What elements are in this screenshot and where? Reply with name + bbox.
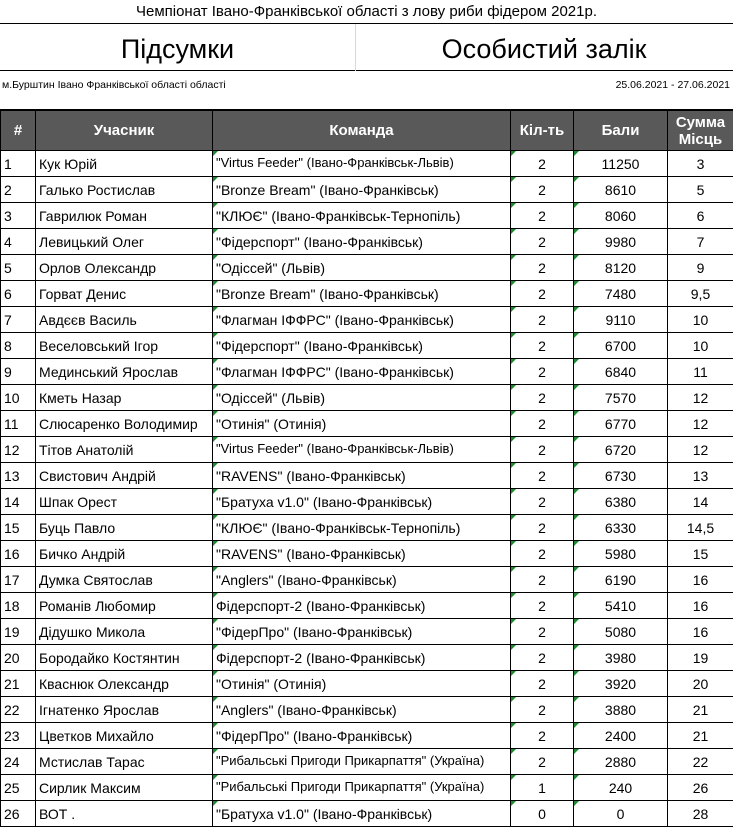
team-cell[interactable]: "Братуха v1.0" (Івано-Франківськ) [213,489,511,515]
row-number-cell[interactable]: 25 [1,775,36,801]
team-cell[interactable]: "Отинія" (Отинія) [213,671,511,697]
count-cell[interactable]: 2 [511,411,574,437]
team-cell[interactable]: Фідерспорт-2 (Івано-Франківськ) [213,593,511,619]
cell-marker-icon [213,671,218,676]
team-cell[interactable]: Фідерспорт-2 (Івано-Франківськ) [213,645,511,671]
participant-cell[interactable]: Шпак Орест [36,489,213,515]
sum-places-cell[interactable]: 12 [668,437,733,463]
team-cell[interactable]: "RAVENS" (Івано-Франківськ) [213,463,511,489]
row-number-cell[interactable]: 13 [1,463,36,489]
sum-places-cell[interactable]: 9 [668,255,733,281]
cell-marker-icon [574,411,579,416]
points-cell[interactable]: 6380 [574,489,668,515]
cell-marker-icon [213,151,218,156]
cell-marker-icon [213,333,218,338]
sum-places-cell[interactable]: 9,5 [668,281,733,307]
points-cell[interactable]: 8060 [574,203,668,229]
table-row [1,463,733,489]
count-cell[interactable]: 2 [511,671,574,697]
cell-marker-icon [511,645,516,650]
cell-marker-icon [511,307,516,312]
cell-marker-icon [213,307,218,312]
points-cell[interactable]: 2880 [574,749,668,775]
count-cell[interactable]: 2 [511,541,574,567]
count-cell[interactable]: 2 [511,749,574,775]
team-cell[interactable]: "Anglers" (Івано-Франківськ) [213,697,511,723]
sum-places-cell[interactable]: 10 [668,307,733,333]
team-cell[interactable]: "Фідерспорт" (Івано-Франківськ) [213,229,511,255]
row-number-cell[interactable]: 6 [1,281,36,307]
section-title-summary: Підсумки [0,24,355,70]
sum-places-cell[interactable]: 7 [668,229,733,255]
row-number-cell[interactable]: 16 [1,541,36,567]
cell-marker-icon [511,385,516,390]
cell-marker-icon [511,697,516,702]
cell-marker-icon [574,515,579,520]
cell-marker-icon [511,567,516,572]
count-cell[interactable]: 2 [511,567,574,593]
table-row [1,645,733,671]
count-cell[interactable]: 2 [511,437,574,463]
count-cell[interactable]: 2 [511,307,574,333]
cell-marker-icon [511,411,516,416]
points-cell[interactable]: 3880 [574,697,668,723]
cell-marker-icon [511,177,516,182]
subtitle-divider [355,24,356,71]
count-cell[interactable]: 2 [511,281,574,307]
row-number-cell[interactable]: 23 [1,723,36,749]
cell-marker-icon [574,333,579,338]
participant-cell[interactable]: Думка Святослав [36,567,213,593]
sum-places-cell[interactable]: 15 [668,541,733,567]
participant-cell[interactable]: Авдєєв Василь [36,307,213,333]
points-cell[interactable]: 5980 [574,541,668,567]
sum-places-cell[interactable]: 12 [668,385,733,411]
cell-marker-icon [511,437,516,442]
sum-places-cell[interactable]: 3 [668,151,733,177]
count-cell[interactable]: 2 [511,359,574,385]
cell-marker-icon [574,567,579,572]
count-cell[interactable]: 2 [511,229,574,255]
row-number-cell[interactable]: 11 [1,411,36,437]
cell-marker-icon [511,281,516,286]
points-cell[interactable]: 6190 [574,567,668,593]
row-number-cell[interactable]: 21 [1,671,36,697]
cell-marker-icon [574,229,579,234]
row-number-cell[interactable]: 19 [1,619,36,645]
points-cell[interactable]: 6720 [574,437,668,463]
table-row [1,541,733,567]
row-number-cell[interactable]: 15 [1,515,36,541]
table-header-row [1,111,733,151]
participant-cell[interactable]: Сирлик Максим [36,775,213,801]
cell-marker-icon [213,281,218,286]
cell-marker-icon [574,619,579,624]
cell-marker-icon [213,255,218,260]
table-row [1,697,733,723]
cell-marker-icon [213,775,218,780]
team-cell[interactable]: "Одіссей" (Львів) [213,255,511,281]
cell-marker-icon [511,359,516,364]
cell-marker-icon [511,541,516,546]
table-row [1,255,733,281]
table-row [1,567,733,593]
row-number-cell[interactable]: 10 [1,385,36,411]
cell-marker-icon [574,489,579,494]
count-cell[interactable]: 0 [511,801,574,827]
count-cell[interactable]: 2 [511,697,574,723]
sum-places-cell[interactable]: 28 [668,801,733,827]
team-cell[interactable]: "ФідерПро" (Івано-Франківськ) [213,619,511,645]
participant-cell[interactable]: Левицький Олег [36,229,213,255]
team-cell[interactable]: "Рибальські Пригоди Прикарпаття" (Україна) [213,749,511,775]
count-cell[interactable]: 2 [511,489,574,515]
row-number-cell[interactable]: 26 [1,801,36,827]
team-cell[interactable]: "Virtus Feeder" (Івано-Франківськ-Львів) [213,151,511,177]
participant-cell[interactable]: Ігнатенко Ярослав [36,697,213,723]
team-cell[interactable]: "Anglers" (Івано-Франківськ) [213,567,511,593]
sum-places-cell[interactable]: 10 [668,333,733,359]
subtitle-row [0,24,733,71]
points-cell[interactable]: 8610 [574,177,668,203]
cell-marker-icon [574,203,579,208]
col-header-sum-places: Сумма Місць [668,111,733,151]
championship-title: Чемпіонат Івано-Франківської області з лову риби фідером 2021р. [0,0,733,24]
results-table [0,110,733,827]
count-cell[interactable]: 2 [511,593,574,619]
participant-cell[interactable]: Горват Денис [36,281,213,307]
team-cell[interactable]: "Братуха v1.0" (Івано-Франківськ) [213,801,511,827]
team-cell[interactable]: "Одіссей" (Львів) [213,385,511,411]
section-title-personal: Особистий залік [355,24,733,70]
table-row [1,177,733,203]
team-cell[interactable]: "Фідерспорт" (Івано-Франківськ) [213,333,511,359]
points-cell[interactable]: 3980 [574,645,668,671]
team-cell[interactable]: "Рибальські Пригоди Прикарпаття" (Україна) [213,775,511,801]
cell-marker-icon [511,775,516,780]
cell-marker-icon [511,255,516,260]
team-cell[interactable]: "КЛЮЄ" (Івано-Франківськ-Тернопіль) [213,203,511,229]
row-number-cell[interactable]: 4 [1,229,36,255]
table-row [1,333,733,359]
cell-marker-icon [574,307,579,312]
location-text: м.Бурштин Івано Франківської області області [2,79,226,91]
table-row [1,749,733,775]
cell-marker-icon [574,359,579,364]
points-cell[interactable]: 6730 [574,463,668,489]
sum-places-cell[interactable]: 11 [668,359,733,385]
col-header-count: Кіл-ть [511,111,574,151]
points-cell[interactable]: 5410 [574,593,668,619]
info-row [0,71,733,101]
points-cell[interactable]: 0 [574,801,668,827]
team-cell[interactable]: "Bronze Bream" (Івано-Франківськ) [213,281,511,307]
participant-cell[interactable]: Слюсаренко Володимир [36,411,213,437]
team-cell[interactable]: "Отинія" (Отинія) [213,411,511,437]
cell-marker-icon [213,593,218,598]
col-header-participant: Учасник [36,111,213,151]
table-row [1,203,733,229]
count-cell[interactable]: 2 [511,463,574,489]
table-row [1,437,733,463]
cell-marker-icon [574,255,579,260]
cell-marker-icon [511,229,516,234]
participant-cell[interactable]: ВОТ . [36,801,213,827]
cell-marker-icon [574,671,579,676]
cell-marker-icon [511,333,516,338]
participant-cell[interactable]: Веселовський Ігор [36,333,213,359]
row-number-cell[interactable]: 12 [1,437,36,463]
count-cell[interactable]: 2 [511,177,574,203]
count-cell[interactable]: 2 [511,203,574,229]
row-number-cell[interactable]: 24 [1,749,36,775]
cell-marker-icon [213,801,218,806]
cell-marker-icon [574,593,579,598]
row-number-cell[interactable]: 1 [1,151,36,177]
row-number-cell[interactable]: 20 [1,645,36,671]
cell-marker-icon [511,593,516,598]
participant-cell[interactable]: Свистович Андрій [36,463,213,489]
dates-text: 25.06.2021 - 27.06.2021 [616,79,730,91]
team-cell[interactable]: "Флагман ІФФРС" (Івано-Франківськ) [213,359,511,385]
sum-places-cell[interactable]: 22 [668,749,733,775]
row-number-cell[interactable]: 18 [1,593,36,619]
points-cell[interactable]: 6770 [574,411,668,437]
cell-marker-icon [213,385,218,390]
cell-marker-icon [574,541,579,546]
sum-places-cell[interactable]: 14 [668,489,733,515]
points-cell[interactable]: 8120 [574,255,668,281]
row-number-cell[interactable]: 5 [1,255,36,281]
cell-marker-icon [511,749,516,754]
sum-places-cell[interactable]: 12 [668,411,733,437]
team-cell[interactable]: "КЛЮЄ" (Івано-Франківськ-Тернопіль) [213,515,511,541]
cell-marker-icon [574,151,579,156]
participant-cell[interactable]: Цветков Михайло [36,723,213,749]
participant-cell[interactable]: Кметь Назар [36,385,213,411]
sum-places-cell[interactable]: 14,5 [668,515,733,541]
cell-marker-icon [511,463,516,468]
row-number-cell[interactable]: 8 [1,333,36,359]
table-row [1,723,733,749]
cell-marker-icon [213,645,218,650]
sum-places-cell[interactable]: 5 [668,177,733,203]
participant-cell[interactable]: Бичко Андрій [36,541,213,567]
sum-places-cell[interactable]: 21 [668,697,733,723]
count-cell[interactable]: 2 [511,723,574,749]
row-number-cell[interactable]: 2 [1,177,36,203]
table-row [1,229,733,255]
sum-places-cell[interactable]: 16 [668,619,733,645]
cell-marker-icon [574,749,579,754]
cell-marker-icon [574,775,579,780]
points-cell[interactable]: 6840 [574,359,668,385]
cell-marker-icon [511,515,516,520]
cell-marker-icon [213,411,218,416]
cell-marker-icon [213,229,218,234]
count-cell[interactable]: 2 [511,619,574,645]
participant-cell[interactable]: Тітов Анатолій [36,437,213,463]
count-cell[interactable]: 2 [511,255,574,281]
cell-marker-icon [574,697,579,702]
table-row [1,801,733,827]
cell-marker-icon [574,437,579,442]
team-cell[interactable]: "Флагман ІФФРС" (Івано-Франківськ) [213,307,511,333]
col-header-number: # [1,111,36,151]
participant-cell[interactable]: Галько Ростислав [36,177,213,203]
participant-cell[interactable]: Дідушко Микола [36,619,213,645]
count-cell[interactable]: 1 [511,775,574,801]
team-cell[interactable]: "Virtus Feeder" (Івано-Франківськ-Львів) [213,437,511,463]
points-cell[interactable]: 3920 [574,671,668,697]
table-row [1,281,733,307]
count-cell[interactable]: 2 [511,151,574,177]
participant-cell[interactable]: Орлов Олександр [36,255,213,281]
cell-marker-icon [213,515,218,520]
row-number-cell[interactable]: 17 [1,567,36,593]
participant-cell[interactable]: Мстислав Тарас [36,749,213,775]
cell-marker-icon [574,723,579,728]
participant-cell[interactable]: Мединський Ярослав [36,359,213,385]
row-number-cell[interactable]: 7 [1,307,36,333]
row-number-cell[interactable]: 9 [1,359,36,385]
participant-cell[interactable]: Романів Любомир [36,593,213,619]
points-cell[interactable]: 6330 [574,515,668,541]
team-cell[interactable]: "RAVENS" (Івано-Франківськ) [213,541,511,567]
team-cell[interactable]: "Bronze Bream" (Івано-Франківськ) [213,177,511,203]
table-row [1,775,733,801]
points-cell[interactable]: 5080 [574,619,668,645]
sum-places-cell[interactable]: 16 [668,567,733,593]
sum-places-cell[interactable]: 16 [668,593,733,619]
cell-marker-icon [574,645,579,650]
count-cell[interactable]: 2 [511,515,574,541]
table-row [1,593,733,619]
sum-places-cell[interactable]: 21 [668,723,733,749]
participant-cell[interactable]: Кваснюк Олександр [36,671,213,697]
cell-marker-icon [213,697,218,702]
spacer-row [0,101,733,110]
cell-marker-icon [574,385,579,390]
cell-marker-icon [574,463,579,468]
count-cell[interactable]: 2 [511,645,574,671]
sum-places-cell[interactable]: 20 [668,671,733,697]
cell-marker-icon [511,723,516,728]
table-row [1,671,733,697]
col-header-team: Команда [213,111,511,151]
participant-cell[interactable]: Бородайко Костянтин [36,645,213,671]
cell-marker-icon [511,619,516,624]
points-cell[interactable]: 9980 [574,229,668,255]
participant-cell[interactable]: Буць Павло [36,515,213,541]
table-row [1,619,733,645]
cell-marker-icon [574,177,579,182]
row-number-cell[interactable]: 3 [1,203,36,229]
count-cell[interactable]: 2 [511,333,574,359]
cell-marker-icon [574,801,579,806]
cell-marker-icon [213,619,218,624]
points-cell[interactable]: 9110 [574,307,668,333]
cell-marker-icon [213,489,218,494]
table-row [1,515,733,541]
col-header-points: Бали [574,111,668,151]
row-number-cell[interactable]: 22 [1,697,36,723]
points-cell[interactable]: 2400 [574,723,668,749]
cell-marker-icon [213,177,218,182]
sum-places-cell[interactable]: 6 [668,203,733,229]
cell-marker-icon [213,567,218,572]
participant-cell[interactable]: Кук Юрій [36,151,213,177]
points-cell[interactable]: 240 [574,775,668,801]
points-cell[interactable]: 6700 [574,333,668,359]
table-row [1,359,733,385]
points-cell[interactable]: 7480 [574,281,668,307]
sum-places-cell[interactable]: 26 [668,775,733,801]
participant-cell[interactable]: Гаврилюк Роман [36,203,213,229]
sum-places-cell[interactable]: 13 [668,463,733,489]
table-row [1,411,733,437]
points-cell[interactable]: 11250 [574,151,668,177]
table-row [1,151,733,177]
cell-marker-icon [574,281,579,286]
cell-marker-icon [213,437,218,442]
count-cell[interactable]: 2 [511,385,574,411]
cell-marker-icon [213,723,218,728]
table-row [1,489,733,515]
cell-marker-icon [213,541,218,546]
table-row [1,307,733,333]
cell-marker-icon [511,671,516,676]
cell-marker-icon [511,203,516,208]
team-cell[interactable]: "ФідерПро" (Івано-Франківськ) [213,723,511,749]
cell-marker-icon [213,749,218,754]
row-number-cell[interactable]: 14 [1,489,36,515]
cell-marker-icon [213,463,218,468]
cell-marker-icon [511,801,516,806]
cell-marker-icon [511,151,516,156]
cell-marker-icon [213,359,218,364]
table-row [1,385,733,411]
points-cell[interactable]: 7570 [574,385,668,411]
cell-marker-icon [213,203,218,208]
sum-places-cell[interactable]: 19 [668,645,733,671]
cell-marker-icon [511,489,516,494]
